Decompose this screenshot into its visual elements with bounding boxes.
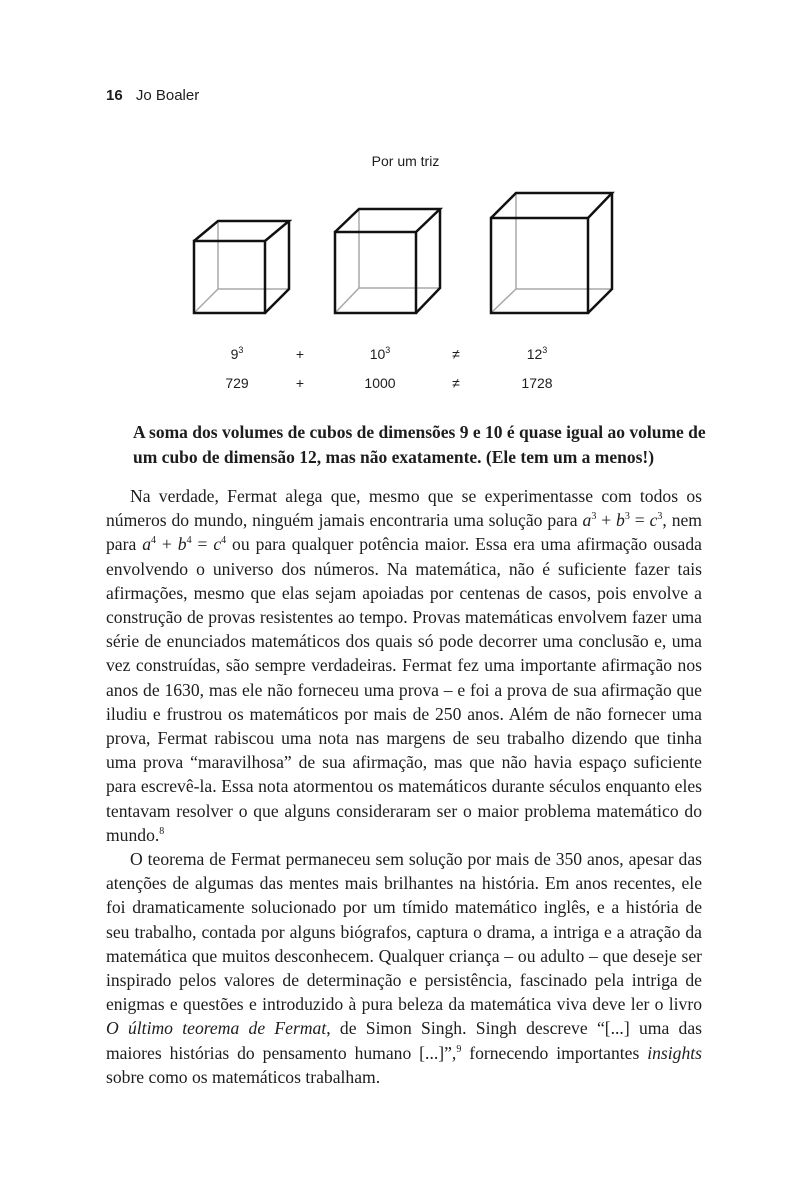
running-head-author: Jo Boaler [135,87,200,104]
equation-cell [416,346,496,362]
text-run: ou para qualquer potência maior. Essa era uma afirmação ousada envolvendo o universo dos números. Na matemática, não é suficiente fazer tais afirmações, mesmo que elas sejam apoiadas por centenas de casos, pois envolve a construção de provas resistentes ao tempo. Provas matemáticas envolvem fazer uma série de enunciados matemáticos dos quais só pode decorrer uma conclusão e, uma vez construídas, são sempre verdadeiras. Fermat fez uma importante afirmação nos anos de 1630, mas ele não forneceu uma prova – e foi a prova de sua afirmação que iludiu e frustrou os matemáticos por mais de 250 anos. Além de não fornecer uma prova, Fermat rabiscou uma nota nas margens de seu trabalho dizendo que tinha uma prova “maravilhosa” de sua afirmação, mas que não havia espaço suficiente para escrevê-la. Essa nota atormentou os matemáticos durante séculos enquanto eles tentavam resolver o que alguns consideraram ser o maior problema matemático do mundo. [106,534,702,845]
superscript: 3 [591,511,597,523]
equation-exponent: 3 [385,345,391,355]
italic-text: a [582,510,592,531]
text-run: + [156,534,178,555]
italic-text: c [213,534,222,555]
equation-term: 12 [526,346,543,362]
cube-illustrations [0,0,811,340]
cube-9-illustration [194,221,289,313]
equation-cell [340,346,420,362]
equation-cell [260,346,340,362]
cube-12-illustration [491,193,612,313]
equation-term: ≠ [452,375,460,391]
italic-text: b [177,534,187,555]
italic-text: c [649,510,658,531]
equation-term: 10 [369,346,386,362]
text-run: O teorema de Fermat permaneceu sem solução por mais de 350 anos, apesar das atenções de algumas das mentes mais brilhantes na história. Em anos recentes, ele foi dramaticamente solucionado por um tímido matemático inglês, e a história de seu trabalho, contada por alguns biógrafos, captura o drama, a intriga e a atração da matemática que muitos desconhecem. Qualquer criança – ou adulto – que deseje ser inspirado pelos valores de determinação e persistência, fascinado pela intriga de enigmas e questões e introduzido à pura beleza da matemática viva deve ler o livro [106,849,702,1015]
text-run: + [596,510,617,531]
page-number: 16 [106,87,123,104]
figure-caption: A soma dos volumes de cubos de dimensões 9 e 10 é quase igual ao volume de um cubo de dimensão 12, mas não exatamente. (Ele tem um a menos!) [133,422,706,467]
text-run: Na verdade, Fermat alega que, mesmo que se experimentasse com todos os números do mundo, ninguém jamais encontraria uma solução para [106,486,702,531]
paragraph [106,847,702,1089]
figure-title: Por um triz [371,153,440,169]
equation-cell [340,375,420,391]
equation-exponent: 3 [542,345,548,355]
equation-term: + [295,375,305,391]
equation-term: 1728 [521,375,553,391]
superscript: 4 [186,535,192,547]
equation-cell [416,375,496,391]
italic-text: b [616,510,625,531]
text-run: = [191,534,214,555]
cube-10-illustration [335,209,440,313]
equation-cell [497,346,577,362]
equation-exponent: 3 [238,345,244,355]
equation-term: 729 [225,375,249,391]
superscript: 4 [151,535,156,547]
text-run: , de Simon Singh. Singh descreve “[...] uma das maiores histórias do pensamento humano [...]”, [106,1018,702,1063]
body-text [106,484,702,1089]
text-run: = [629,510,650,531]
text-run: , nem para [106,510,702,555]
paragraph [106,484,702,847]
superscript: 3 [624,511,630,523]
italic-text: insights [647,1042,702,1063]
superscript: 3 [657,511,663,523]
text-run: fornecendo importantes [461,1042,648,1063]
superscript: 8 [159,825,165,837]
italic-text: a [142,534,151,555]
equation-term: 1000 [364,375,396,391]
equation-term: + [295,346,305,362]
equation-term: 9 [230,346,239,362]
text-run: sobre como os matemáticos trabalham. [106,1066,381,1087]
superscript: 4 [221,535,227,547]
superscript: 9 [456,1043,462,1055]
equation-cell [497,375,577,391]
equation-term: ≠ [452,346,460,362]
equation-cell [260,375,340,391]
italic-text: O último teorema de Fermat [106,1018,327,1039]
